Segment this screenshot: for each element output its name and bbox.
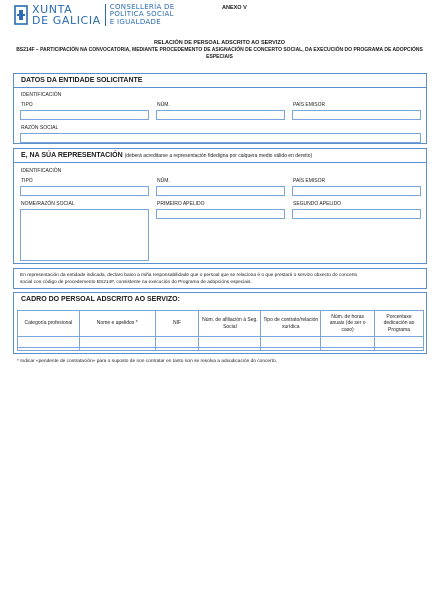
- declaracion-section: [13, 268, 427, 289]
- anexo-label: ANEXO V: [222, 5, 247, 11]
- representacion-section: [13, 148, 427, 264]
- table-cell[interactable]: [155, 337, 199, 348]
- entidade-razon-label: RAZÓN SOCIAL: [21, 125, 59, 131]
- representacion-num-field[interactable]: [156, 186, 285, 196]
- entidade-title: DATOS DA ENTIDADE SOLICITANTE: [21, 77, 143, 84]
- table-cell[interactable]: [18, 337, 80, 348]
- conselleria-line-2: POLÍTICA SOCIAL: [109, 10, 174, 19]
- representacion-nome-field[interactable]: [20, 209, 149, 261]
- column-header: Nome e apelidos *: [79, 311, 155, 337]
- entidade-divider: [14, 87, 426, 88]
- cadro-section: [13, 292, 427, 354]
- xunta-logo: [14, 4, 174, 26]
- representacion-nome-label: NOME/RAZÓN SOCIAL: [21, 201, 75, 207]
- entidade-num-label: NÚM.: [157, 102, 170, 108]
- entidade-tipo-field[interactable]: [20, 110, 149, 120]
- column-header: Tipo de contrato/relación xurídica: [261, 311, 321, 337]
- table-cell[interactable]: [261, 348, 321, 351]
- column-header: NIF: [155, 311, 199, 337]
- representacion-identificacion-label: IDENTIFICACIÓN: [21, 168, 62, 174]
- entidade-pais-field[interactable]: [292, 110, 421, 120]
- representacion-apelido1-label: PRIMEIRO APELIDO: [157, 201, 205, 207]
- entidade-pais-label: PAÍS EMISOR: [293, 102, 326, 108]
- representacion-apelido2-label: SEGUNDO APELIDO: [293, 201, 342, 207]
- representacion-num-label: NÚM.: [157, 178, 170, 184]
- representacion-tipo-label: TIPO: [21, 178, 33, 184]
- xunta-emblem-icon: [14, 4, 28, 26]
- staff-table-header: [18, 311, 424, 337]
- entidade-tipo-label: TIPO: [21, 102, 33, 108]
- declaracion-line-2: social con código de procedemento BS214F, consistente na execución do Programa de adopcións especiais.: [20, 280, 252, 286]
- representacion-pais-field[interactable]: [292, 186, 421, 196]
- conselleria-line-3: E IGUALDADE: [109, 17, 161, 26]
- page-header: [14, 4, 425, 32]
- table-row: [18, 337, 424, 348]
- conselleria-line-1: CONSELLERÍA DE: [109, 3, 175, 11]
- declaracion-line-1: En representación da entidade indicada, declaro baixo a miña responsabilidade que o persoal que se relaciona é o que prestará o servizo obxecto do concerto: [20, 273, 358, 278]
- representacion-pais-label: PAÍS EMISOR: [293, 178, 326, 184]
- column-header: Núm. de afiliación á Seg. Social: [199, 311, 261, 337]
- entidade-razon-field[interactable]: [20, 133, 421, 143]
- table-cell[interactable]: [261, 337, 321, 348]
- title-line-1: RELACIÓN DE PERSOAL ADSCRITO AO SERVIZO: [154, 40, 285, 46]
- table-cell[interactable]: [375, 348, 424, 351]
- table-cell[interactable]: [375, 337, 424, 348]
- table-row: [18, 348, 424, 351]
- title-line-2: BS214F – PARTICIPACIÓN NA CONVOCATORIA, MEDIANTE PROCEDEMENTO DE ASIGNACIÓN DE CONCERTO SOCIAL, DA EXECUCIÓN DO PROGRAMA DE ADOPCIÓNS ESPECIAIS: [16, 47, 423, 60]
- footnote: * Indicar «pendente de contratación» para o suposto de non contratar en tanto non se resolva a adxudicación do concerto.: [17, 359, 278, 364]
- table-cell[interactable]: [199, 348, 261, 351]
- representacion-apelido2-field[interactable]: [292, 209, 421, 219]
- logo-line-2: DE GALICIA: [32, 14, 101, 28]
- document-title: [14, 40, 425, 61]
- table-cell[interactable]: [18, 348, 80, 351]
- logo-line-1: XUNTA: [32, 3, 73, 17]
- entidade-identificacion-label: IDENTIFICACIÓN: [21, 92, 62, 98]
- representacion-apelido1-field[interactable]: [156, 209, 285, 219]
- column-header: Núm. de horas anuais (de ser o caso): [321, 311, 375, 337]
- table-cell[interactable]: [199, 337, 261, 348]
- declaracion-text: [20, 272, 420, 286]
- representacion-title-note: (deberá acreditarse a representación fidedigna por calquera medio válido en dereito): [124, 153, 313, 159]
- representacion-title-text: E, NA SÚA REPRESENTACIÓN: [21, 152, 123, 159]
- table-cell[interactable]: [79, 337, 155, 348]
- entidade-num-field[interactable]: [156, 110, 285, 120]
- representacion-divider: [14, 162, 426, 163]
- table-cell[interactable]: [321, 348, 375, 351]
- entidade-section: [13, 73, 427, 144]
- staff-table: [17, 310, 424, 351]
- logo-separator: [105, 4, 106, 26]
- column-header: Porcentaxe dedicación ao Programa: [375, 311, 424, 337]
- table-cell[interactable]: [321, 337, 375, 348]
- table-cell[interactable]: [155, 348, 199, 351]
- representacion-title: [21, 152, 312, 159]
- column-header: Categoría profesional: [18, 311, 80, 337]
- cadro-title: CADRO DO PERSOAL ADSCRITO AO SERVIZO:: [21, 296, 180, 303]
- representacion-tipo-field[interactable]: [20, 186, 149, 196]
- table-cell[interactable]: [79, 348, 155, 351]
